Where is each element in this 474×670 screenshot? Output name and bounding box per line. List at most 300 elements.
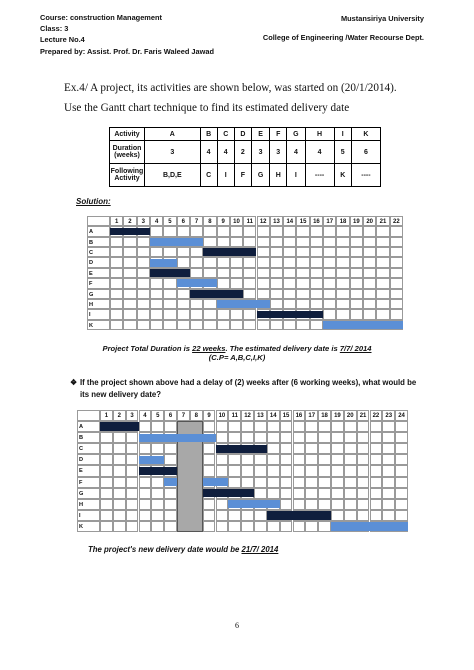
grid-cell bbox=[336, 257, 349, 267]
grid-cell bbox=[254, 432, 267, 443]
activity-label: I bbox=[87, 309, 110, 319]
grid-cell bbox=[123, 247, 136, 257]
week-header: 12 bbox=[257, 216, 270, 226]
grid-cell bbox=[344, 499, 357, 510]
university-name: Mustansiriya University bbox=[341, 14, 424, 23]
grid-cell bbox=[150, 320, 163, 330]
activity-label: G bbox=[77, 488, 100, 499]
grid-cell bbox=[100, 443, 113, 454]
grid-cell bbox=[203, 443, 216, 454]
new-delivery-result bbox=[88, 545, 278, 554]
following-cell: ---- bbox=[351, 164, 380, 187]
week-header: 23 bbox=[382, 410, 395, 421]
grid-cell bbox=[350, 257, 363, 267]
week-header: 16 bbox=[310, 216, 323, 226]
activity-cell: I bbox=[334, 128, 351, 141]
grid-cell bbox=[100, 488, 113, 499]
grid-cell bbox=[296, 237, 309, 247]
grid-cell bbox=[336, 299, 349, 309]
grid-cell bbox=[331, 499, 344, 510]
week-header: 2 bbox=[123, 216, 136, 226]
activity-label: C bbox=[77, 443, 100, 454]
grid-cell bbox=[395, 488, 408, 499]
grid-cell bbox=[163, 289, 176, 299]
grid-cell bbox=[177, 289, 190, 299]
week-header: 11 bbox=[243, 216, 256, 226]
grid-cell bbox=[382, 499, 395, 510]
week-header: 3 bbox=[126, 410, 139, 421]
activity-cell: G bbox=[287, 128, 305, 141]
week-header: 15 bbox=[296, 216, 309, 226]
grid-cell bbox=[283, 257, 296, 267]
grid-cell bbox=[283, 299, 296, 309]
grid-cell bbox=[296, 320, 309, 330]
grid-cell bbox=[163, 309, 176, 319]
grid-cell bbox=[163, 299, 176, 309]
grid-cell bbox=[190, 257, 203, 267]
grid-cell bbox=[310, 247, 323, 257]
grid-cell bbox=[395, 510, 408, 521]
course-line: Course: construction Management bbox=[40, 13, 162, 22]
grid-cell bbox=[254, 510, 267, 521]
grid-cell bbox=[123, 257, 136, 267]
grid-cell bbox=[151, 443, 164, 454]
grid-cell bbox=[370, 443, 383, 454]
grid-cell bbox=[241, 465, 254, 476]
grid-cell bbox=[228, 454, 241, 465]
grid-cell bbox=[216, 499, 229, 510]
university-header bbox=[263, 13, 424, 51]
week-header: 8 bbox=[190, 410, 203, 421]
grid-cell bbox=[203, 320, 216, 330]
activity-label: D bbox=[77, 454, 100, 465]
grid-cell bbox=[139, 488, 152, 499]
grid-cell bbox=[139, 521, 152, 532]
gantt-chart-original bbox=[87, 216, 403, 330]
grid-cell bbox=[293, 454, 306, 465]
grid-cell bbox=[390, 299, 403, 309]
grid-cell bbox=[344, 432, 357, 443]
activity-label: A bbox=[77, 421, 100, 432]
grid-cell bbox=[113, 432, 126, 443]
grid-cell bbox=[216, 454, 229, 465]
grid-cell bbox=[382, 477, 395, 488]
grid-cell bbox=[382, 421, 395, 432]
grid-cell bbox=[270, 268, 283, 278]
week-header: 4 bbox=[150, 216, 163, 226]
grid-cell bbox=[331, 488, 344, 499]
grid-cell bbox=[254, 454, 267, 465]
grid-cell bbox=[363, 237, 376, 247]
grid-cell bbox=[280, 454, 293, 465]
new-result-prefix: The project's new delivery date would be bbox=[88, 545, 242, 554]
result-prefix: Project Total Duration is bbox=[102, 344, 193, 353]
grid-cell bbox=[323, 247, 336, 257]
grid-cell bbox=[110, 299, 123, 309]
grid-cell bbox=[164, 488, 177, 499]
grid-cell bbox=[331, 465, 344, 476]
grid-cell bbox=[305, 465, 318, 476]
grid-cell bbox=[305, 432, 318, 443]
grid-cell bbox=[382, 510, 395, 521]
delay-question bbox=[70, 377, 420, 401]
grid-cell bbox=[257, 237, 270, 247]
grid-cell bbox=[113, 465, 126, 476]
duration-cell: 3 bbox=[270, 141, 287, 164]
duration-cell: 2 bbox=[234, 141, 251, 164]
grid-cell bbox=[228, 510, 241, 521]
grid-cell bbox=[257, 226, 270, 236]
row-label: Activity bbox=[110, 128, 145, 141]
grid-cell bbox=[123, 320, 136, 330]
grid-cell bbox=[270, 226, 283, 236]
activity-label: I bbox=[77, 510, 100, 521]
week-header: 3 bbox=[137, 216, 150, 226]
gantt-bar-f bbox=[164, 478, 177, 486]
grid-cell bbox=[296, 226, 309, 236]
grid-cell bbox=[267, 521, 280, 532]
week-header: 1 bbox=[110, 216, 123, 226]
week-header: 6 bbox=[177, 216, 190, 226]
week-header: 7 bbox=[190, 216, 203, 226]
following-cell: ---- bbox=[305, 164, 334, 187]
grid-cell bbox=[150, 226, 163, 236]
grid-cell bbox=[382, 432, 395, 443]
grid-cell bbox=[323, 226, 336, 236]
grid-cell bbox=[376, 257, 389, 267]
grid-cell bbox=[370, 432, 383, 443]
grid-cell bbox=[137, 320, 150, 330]
activity-cell: E bbox=[251, 128, 269, 141]
grid-cell bbox=[318, 477, 331, 488]
grid-cell bbox=[243, 268, 256, 278]
grid-cell bbox=[126, 521, 139, 532]
grid-cell bbox=[100, 465, 113, 476]
following-cell: H bbox=[270, 164, 287, 187]
grid-cell bbox=[254, 421, 267, 432]
grid-cell bbox=[296, 247, 309, 257]
week-header: 10 bbox=[216, 410, 229, 421]
week-header: 17 bbox=[305, 410, 318, 421]
diamond-bullet-icon: ❖ bbox=[70, 378, 77, 387]
grid-cell bbox=[296, 289, 309, 299]
gantt-bar-a bbox=[100, 422, 139, 430]
grid-cell bbox=[280, 477, 293, 488]
grid-cell bbox=[395, 454, 408, 465]
week-header: 21 bbox=[357, 410, 370, 421]
grid-cell bbox=[293, 443, 306, 454]
grid-cell bbox=[310, 299, 323, 309]
grid-cell bbox=[217, 278, 230, 288]
week-header: 9 bbox=[217, 216, 230, 226]
grid-cell bbox=[296, 268, 309, 278]
grid-cell bbox=[390, 268, 403, 278]
grid-cell bbox=[318, 499, 331, 510]
grid-cell bbox=[150, 278, 163, 288]
week-header: 19 bbox=[350, 216, 363, 226]
grid-cell bbox=[257, 247, 270, 257]
grid-cell bbox=[137, 299, 150, 309]
grid-cell bbox=[139, 477, 152, 488]
grid-cell bbox=[293, 421, 306, 432]
grid-cell bbox=[257, 320, 270, 330]
grid-cell bbox=[395, 465, 408, 476]
grid-cell bbox=[336, 278, 349, 288]
grid-cell bbox=[216, 432, 229, 443]
grid-cell bbox=[270, 278, 283, 288]
week-header: 2 bbox=[113, 410, 126, 421]
grid-cell bbox=[203, 257, 216, 267]
week-header: 15 bbox=[280, 410, 293, 421]
grid-cell bbox=[243, 226, 256, 236]
question-line-1: Ex.4/ A project, its activities are shown below, was started on (20/1/2014). bbox=[64, 82, 397, 94]
grid-cell bbox=[323, 299, 336, 309]
grid-cell bbox=[310, 237, 323, 247]
grid-cell bbox=[350, 289, 363, 299]
activity-label: F bbox=[87, 278, 110, 288]
grid-cell bbox=[280, 499, 293, 510]
grid-cell bbox=[230, 268, 243, 278]
gantt-bar-b bbox=[139, 434, 216, 442]
grid-cell bbox=[203, 299, 216, 309]
activity-cell: F bbox=[270, 128, 287, 141]
following-cell: I bbox=[287, 164, 305, 187]
week-header: 11 bbox=[228, 410, 241, 421]
grid-cell bbox=[305, 477, 318, 488]
grid-cell bbox=[151, 499, 164, 510]
grid-cell bbox=[283, 247, 296, 257]
grid-cell bbox=[350, 309, 363, 319]
following-cell: B,D,E bbox=[145, 164, 201, 187]
activity-table bbox=[109, 127, 381, 187]
grid-cell bbox=[267, 421, 280, 432]
week-header: 1 bbox=[100, 410, 113, 421]
grid-cell bbox=[257, 257, 270, 267]
grid-cell bbox=[123, 299, 136, 309]
grid-cell bbox=[382, 488, 395, 499]
grid-cell bbox=[318, 465, 331, 476]
grid-cell bbox=[110, 309, 123, 319]
grid-cell bbox=[270, 237, 283, 247]
week-header: 7 bbox=[177, 410, 190, 421]
grid-cell bbox=[331, 443, 344, 454]
grid-cell bbox=[370, 499, 383, 510]
week-header: 17 bbox=[323, 216, 336, 226]
gantt-bar-c bbox=[216, 445, 267, 453]
grid-cell bbox=[305, 421, 318, 432]
activity-label: E bbox=[77, 465, 100, 476]
grid-cell bbox=[390, 237, 403, 247]
week-header: 9 bbox=[203, 410, 216, 421]
activity-cell: H bbox=[305, 128, 334, 141]
grid-cell bbox=[177, 299, 190, 309]
week-header: 5 bbox=[163, 216, 176, 226]
grid-cell bbox=[190, 299, 203, 309]
grid-cell bbox=[293, 488, 306, 499]
grid-cell bbox=[305, 454, 318, 465]
grid-cell bbox=[228, 432, 241, 443]
grid-cell bbox=[270, 247, 283, 257]
activity-label: H bbox=[77, 499, 100, 510]
grid-cell bbox=[164, 421, 177, 432]
activity-label: B bbox=[87, 237, 110, 247]
activity-label: K bbox=[87, 320, 110, 330]
activity-label: G bbox=[87, 289, 110, 299]
grid-cell bbox=[151, 488, 164, 499]
gantt-bar-e bbox=[150, 269, 190, 277]
grid-cell bbox=[390, 289, 403, 299]
grid-cell bbox=[382, 454, 395, 465]
grid-cell bbox=[390, 257, 403, 267]
grid-cell bbox=[190, 309, 203, 319]
grid-cell bbox=[241, 510, 254, 521]
grid-cell bbox=[357, 477, 370, 488]
grid-cell bbox=[126, 477, 139, 488]
grid-cell bbox=[280, 465, 293, 476]
grid-cell bbox=[254, 477, 267, 488]
grid-cell bbox=[370, 465, 383, 476]
grid-cell bbox=[110, 278, 123, 288]
grid-cell bbox=[395, 443, 408, 454]
grid-cell bbox=[217, 320, 230, 330]
grid-cell bbox=[230, 320, 243, 330]
activity-cell: D bbox=[234, 128, 251, 141]
gantt-bar-f bbox=[203, 478, 229, 486]
grid-cell bbox=[293, 521, 306, 532]
gantt-bar-i bbox=[257, 311, 324, 319]
grid-cell bbox=[376, 247, 389, 257]
gantt-bar-k bbox=[323, 321, 403, 329]
grid-cell bbox=[230, 257, 243, 267]
activity-label: B bbox=[77, 432, 100, 443]
gantt-bar-c bbox=[203, 248, 256, 256]
grid-cell bbox=[137, 309, 150, 319]
grid-cell bbox=[100, 454, 113, 465]
week-header: 8 bbox=[203, 216, 216, 226]
grid-cell bbox=[150, 299, 163, 309]
grid-cell bbox=[203, 510, 216, 521]
grid-cell bbox=[163, 320, 176, 330]
grid-cell bbox=[280, 521, 293, 532]
author-line: Prepared by: Assist. Prof. Dr. Faris Waleed Jawad bbox=[40, 46, 215, 56]
gantt-bar-a bbox=[110, 228, 150, 236]
department-name: College of Engineering /Water Recourse Dept. bbox=[262, 33, 424, 43]
grid-cell bbox=[216, 521, 229, 532]
grid-cell bbox=[164, 443, 177, 454]
lecture-line: Lecture No.4 bbox=[40, 35, 85, 45]
grid-cell bbox=[254, 521, 267, 532]
gantt-bar-d bbox=[139, 456, 165, 464]
grid-cell bbox=[363, 226, 376, 236]
grid-cell bbox=[110, 237, 123, 247]
grid-cell bbox=[376, 268, 389, 278]
grid-cell bbox=[203, 421, 216, 432]
grid-cell bbox=[257, 268, 270, 278]
grid-cell bbox=[344, 454, 357, 465]
grid-cell bbox=[336, 247, 349, 257]
grid-cell bbox=[243, 289, 256, 299]
grid-cell bbox=[357, 510, 370, 521]
grid-cell bbox=[350, 268, 363, 278]
grid-cell bbox=[100, 477, 113, 488]
grid-cell bbox=[395, 432, 408, 443]
grid-cell bbox=[357, 488, 370, 499]
class-line: Class: 3 bbox=[40, 24, 69, 34]
grid-cell bbox=[280, 443, 293, 454]
week-header: 24 bbox=[395, 410, 408, 421]
grid-cell bbox=[323, 309, 336, 319]
grid-cell bbox=[318, 521, 331, 532]
gantt-bar-b bbox=[150, 238, 203, 246]
grid-cell bbox=[267, 465, 280, 476]
grid-cell bbox=[318, 432, 331, 443]
grid-cell bbox=[217, 237, 230, 247]
grid-cell bbox=[323, 278, 336, 288]
activity-cell: C bbox=[217, 128, 234, 141]
grid-cell bbox=[376, 299, 389, 309]
grid-cell bbox=[310, 226, 323, 236]
grid-cell bbox=[331, 477, 344, 488]
grid-cell bbox=[230, 278, 243, 288]
grid-cell bbox=[350, 237, 363, 247]
grid-cell bbox=[363, 257, 376, 267]
grid-cell bbox=[310, 289, 323, 299]
grid-cell bbox=[243, 309, 256, 319]
grid-cell bbox=[151, 510, 164, 521]
grid-cell bbox=[267, 477, 280, 488]
week-header: 21 bbox=[376, 216, 389, 226]
gantt-bar-i bbox=[267, 511, 331, 519]
grid-cell bbox=[203, 226, 216, 236]
grid-cell bbox=[139, 510, 152, 521]
duration-cell: 4 bbox=[287, 141, 305, 164]
grid-cell bbox=[126, 488, 139, 499]
grid-cell bbox=[190, 320, 203, 330]
grid-cell bbox=[293, 499, 306, 510]
activity-cell: B bbox=[200, 128, 217, 141]
grid-cell bbox=[113, 443, 126, 454]
grid-cell bbox=[177, 226, 190, 236]
grid-cell bbox=[137, 237, 150, 247]
following-cell: G bbox=[251, 164, 269, 187]
grid-cell bbox=[382, 443, 395, 454]
grid-cell bbox=[137, 278, 150, 288]
grid-cell bbox=[113, 499, 126, 510]
duration-cell: 4 bbox=[217, 141, 234, 164]
grid-cell bbox=[241, 421, 254, 432]
grid-cell bbox=[293, 432, 306, 443]
grid-cell bbox=[113, 488, 126, 499]
gantt-corner-cell bbox=[77, 410, 100, 421]
duration-cell: 5 bbox=[334, 141, 351, 164]
solution-label: Solution: bbox=[76, 197, 111, 206]
grid-cell bbox=[151, 421, 164, 432]
grid-cell bbox=[336, 268, 349, 278]
row-label: Following Activity bbox=[110, 164, 145, 187]
grid-cell bbox=[163, 247, 176, 257]
grid-cell bbox=[370, 421, 383, 432]
grid-cell bbox=[357, 421, 370, 432]
grid-cell bbox=[323, 237, 336, 247]
grid-cell bbox=[310, 257, 323, 267]
week-header: 13 bbox=[270, 216, 283, 226]
grid-cell bbox=[164, 499, 177, 510]
grid-cell bbox=[216, 421, 229, 432]
grid-cell bbox=[241, 521, 254, 532]
grid-cell bbox=[357, 465, 370, 476]
duration-cell: 3 bbox=[251, 141, 269, 164]
week-header: 14 bbox=[267, 410, 280, 421]
